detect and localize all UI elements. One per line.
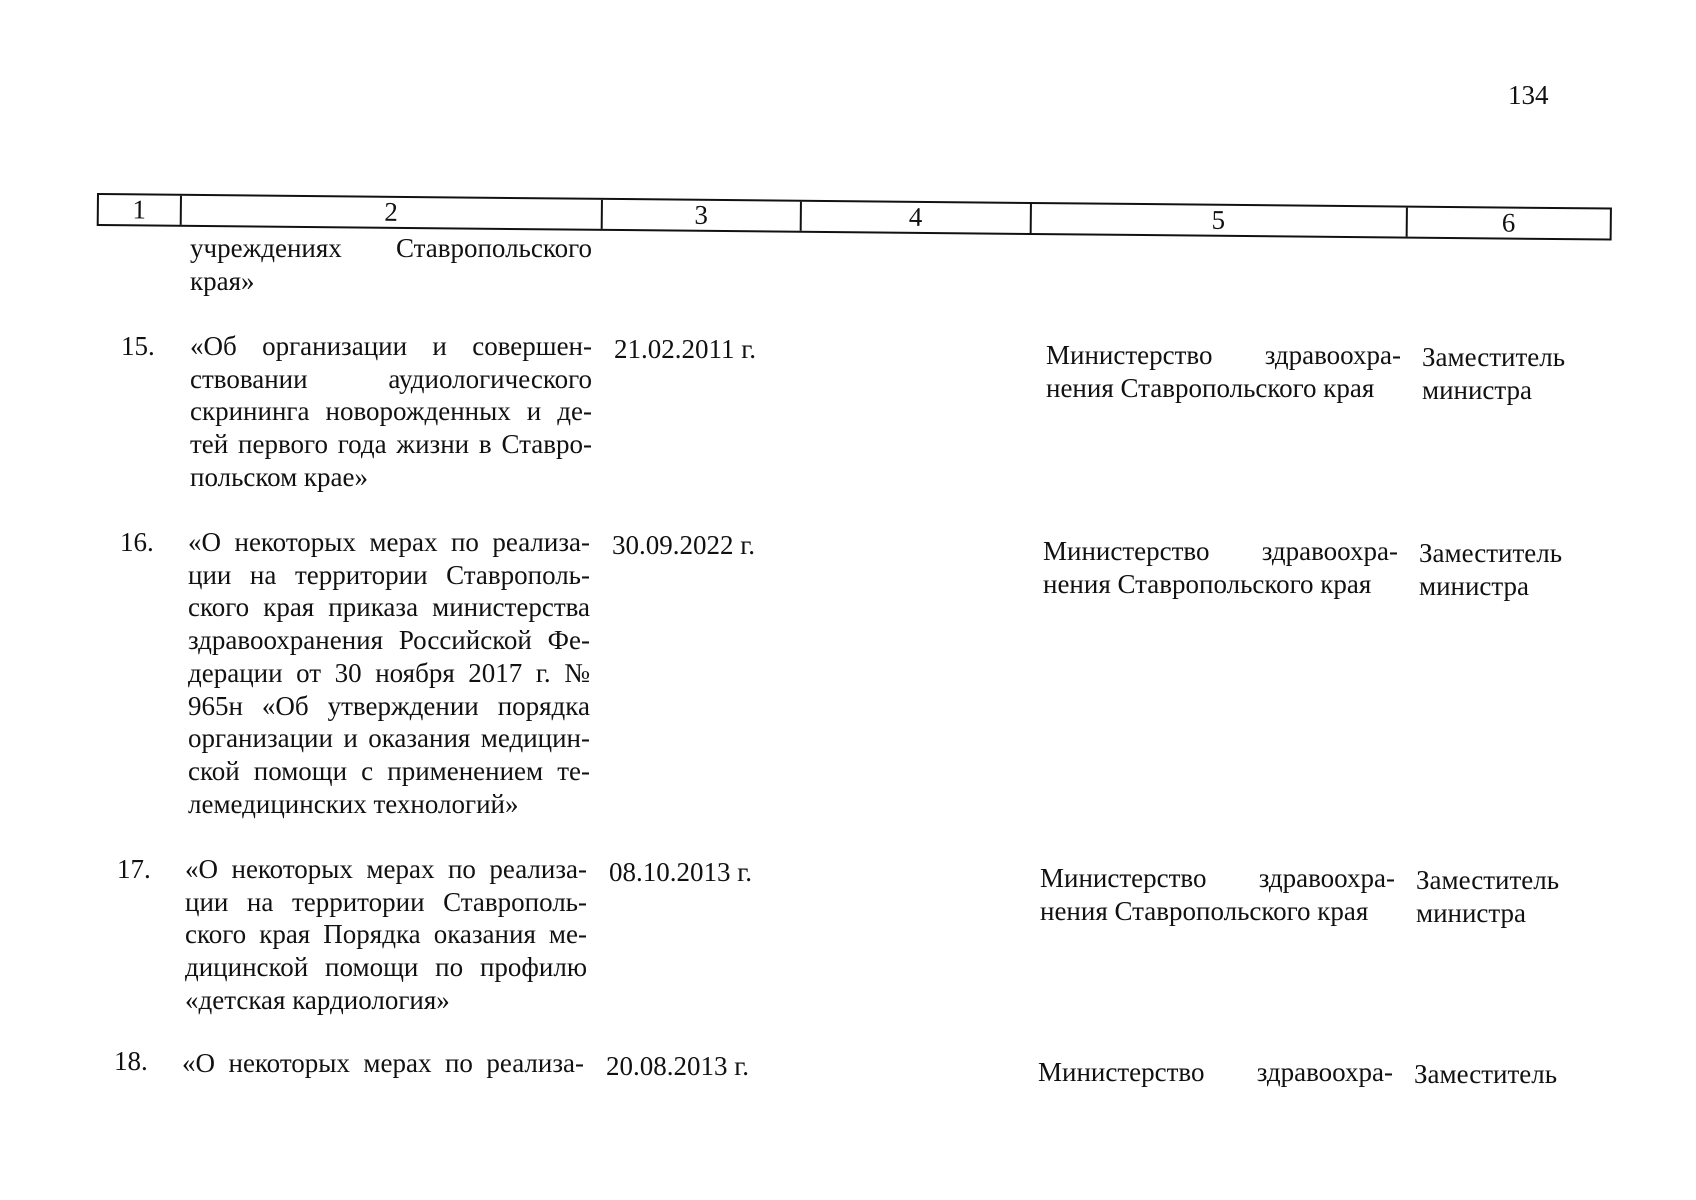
- title-line: польском крае»: [190, 461, 369, 492]
- title-line: учреждениях Ставропольского: [190, 233, 592, 263]
- document-date: 30.09.2022 г.: [612, 530, 756, 560]
- title-line: «Об организации и совершен-: [190, 331, 592, 361]
- title-line: лемедицинских технологий»: [188, 788, 519, 819]
- title-line: края»: [190, 265, 255, 296]
- position-line: министра: [1419, 570, 1530, 601]
- header-col-6: 6: [1501, 207, 1516, 238]
- position-line: Заместитель: [1414, 1059, 1558, 1089]
- title-line: организации и оказания медицин-: [188, 723, 590, 754]
- row-number: 15.: [121, 331, 155, 361]
- document-title: [188, 526, 590, 820]
- title-line: ствовании аудиологического: [190, 363, 592, 394]
- responsible-org: [1046, 339, 1401, 404]
- responsible-position: [1416, 864, 1581, 929]
- title-line: «О некоторых мерах по реализа-: [188, 527, 590, 557]
- org-line: Министерство здравоохра-: [1040, 863, 1395, 893]
- document-title: [182, 1047, 584, 1080]
- responsible-position: [1414, 1058, 1579, 1091]
- title-line: ского края Порядка оказания ме-: [185, 919, 587, 950]
- title-line: ской помощи с применением те-: [188, 755, 590, 786]
- org-line: Министерство здравоохра-: [1046, 340, 1401, 370]
- header-col-5: 5: [1031, 204, 1407, 237]
- org-line: нения Ставропольского края: [1043, 568, 1372, 599]
- document-title: [190, 330, 592, 494]
- responsible-position: [1422, 341, 1587, 406]
- org-line: нения Ставропольского края: [1046, 372, 1375, 403]
- header-col-1: 1: [99, 195, 182, 225]
- row-number: 18.: [114, 1046, 148, 1076]
- position-line: министра: [1416, 897, 1527, 928]
- row-number: 17.: [117, 854, 151, 884]
- document-date: 08.10.2013 г.: [609, 857, 753, 887]
- org-line: нения Ставропольского края: [1040, 895, 1369, 926]
- title-line: «О некоторых мерах по реализа-: [185, 854, 587, 884]
- title-line: тей первого года жизни в Ставро-: [190, 429, 592, 460]
- responsible-org: [1040, 862, 1395, 927]
- position-line: Заместитель: [1422, 342, 1566, 372]
- responsible-org: [1038, 1056, 1393, 1089]
- title-line: ции на территории Ставрополь-: [185, 886, 587, 917]
- title-line: дерации от 30 ноября 2017 г. №: [188, 657, 590, 688]
- position-line: Заместитель: [1419, 538, 1563, 568]
- document-title: [185, 853, 587, 1017]
- title-line: ции на территории Ставрополь-: [188, 559, 590, 590]
- org-line: Министерство здравоохра-: [1043, 536, 1398, 566]
- header-col-3: 3: [602, 200, 802, 231]
- title-line: «О некоторых мерах по реализа-: [182, 1048, 584, 1078]
- position-line: Заместитель: [1416, 865, 1560, 895]
- title-line: «детская кардиология»: [185, 984, 450, 1015]
- responsible-org: [1043, 535, 1398, 600]
- document-date: 21.02.2011 г.: [614, 334, 757, 364]
- responsible-position: [1419, 537, 1584, 602]
- title-line: дицинской помощи по профилю: [185, 952, 587, 983]
- position-line: министра: [1422, 374, 1533, 405]
- title-line: здравоохранения Российской Фе-: [188, 625, 590, 656]
- header-col-2: 2: [181, 196, 602, 229]
- row-number: 16.: [120, 527, 154, 557]
- title-line: ского края приказа министерства: [188, 592, 590, 623]
- continuation-title: [190, 232, 592, 297]
- org-line: Министерство здравоохра-: [1038, 1057, 1393, 1087]
- title-line: скрининга новорожденных и де-: [190, 396, 592, 427]
- page-number: 134: [1508, 80, 1549, 110]
- header-col-4: 4: [802, 202, 1032, 233]
- title-line: 965н «Об утверждении порядка: [188, 690, 590, 721]
- document-date: 20.08.2013 г.: [606, 1051, 750, 1081]
